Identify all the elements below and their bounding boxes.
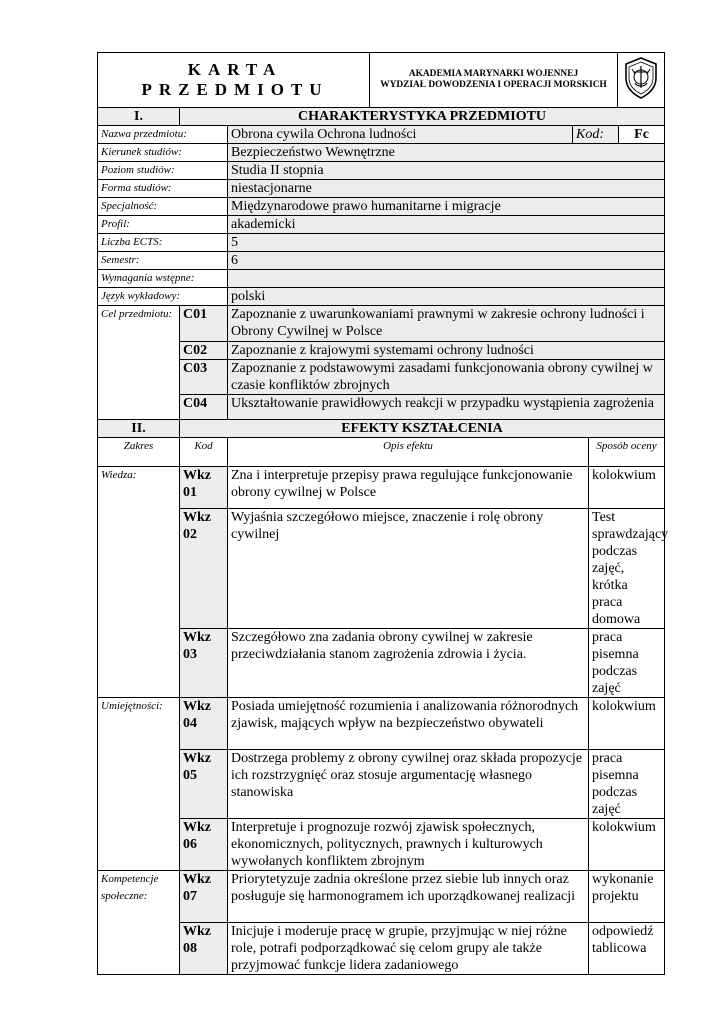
outcome-description: Szczegółowo zna zadania obrony cywilnej w zakresie przeciwdziałania stanom zagrożenia zdrowia i życia. xyxy=(228,629,589,698)
section-1-number: I. xyxy=(98,108,180,126)
outcome-code: Wkz 01 xyxy=(180,467,228,509)
section-characteristics xyxy=(97,107,665,431)
field-label: Język wykładowy: xyxy=(98,288,228,306)
field-label: Profil: xyxy=(98,216,228,234)
outcome-description: Wyjaśnia szczegółowo miejsce, znaczenie i rolę obrony cywilnej xyxy=(228,509,589,629)
outcome-description: Dostrzega problemy z obrony cywilnej oraz składa propozycje ich rozstrzygnięć oraz stosuje argumentację własnego stanowiska xyxy=(228,750,589,819)
institution-line-1: AKADEMIA MARYNARKI WOJENNEJ xyxy=(408,69,579,79)
field-label: Wymagania wstępne: xyxy=(98,270,228,288)
group-label-skills: Umiejętności: xyxy=(98,698,180,871)
header-assessment: Sposób oceny xyxy=(589,438,665,467)
group-label-social-competences: Kompetencje społeczne: xyxy=(98,871,180,975)
outcome-description: Posiada umiejętność rozumienia i analizowania różnorodnych zjawisk, mających wpływ na bezpieczeństwo obywateli xyxy=(228,698,589,750)
field-value: akademicki xyxy=(228,216,665,234)
field-value: Studia II stopnia xyxy=(228,162,665,180)
outcome-assessment: kolokwium xyxy=(589,819,665,871)
field-value: Międzynarodowe prawo humanitarne i migracje xyxy=(228,198,665,216)
goal-text: Ukształtowanie prawidłowych reakcji w przypadku wystąpienia zagrożenia xyxy=(228,395,665,431)
outcome-assessment: wykonanie projektu xyxy=(589,871,665,923)
outcome-assessment: Test sprawdzający podczas zajęć, krótka praca domowa xyxy=(589,509,665,629)
field-label: Poziom studiów: xyxy=(98,162,228,180)
goal-code: C02 xyxy=(180,342,228,360)
institution-line-2: WYDZIAŁ DOWODZENIA I OPERACJI MORSKICH xyxy=(380,80,607,90)
outcome-assessment: kolokwium xyxy=(589,698,665,750)
field-value-subject-name: Obrona cywila Ochrona ludności xyxy=(228,126,573,144)
field-value: Bezpieczeństwo Wewnętrzne xyxy=(228,144,665,162)
outcome-code: Wkz 03 xyxy=(180,629,228,698)
field-label: Specjalność: xyxy=(98,198,228,216)
field-value: polski xyxy=(228,288,665,306)
goal-code: C03 xyxy=(180,360,228,395)
document-title: KARTA PRZEDMIOTU xyxy=(98,53,370,108)
section-2-title: EFEKTY KSZTAŁCENIA xyxy=(180,420,665,438)
section-learning-outcomes xyxy=(97,419,669,975)
field-value: 6 xyxy=(228,252,665,270)
field-value xyxy=(228,270,665,288)
field-label: Semestr: xyxy=(98,252,228,270)
header-scope: Zakres xyxy=(98,438,180,467)
goal-text: Zapoznanie z uwarunkowaniami prawnymi w zakresie ochrony ludności i Obrony Cywilnej w Polsce xyxy=(228,306,665,342)
field-label: Liczba ECTS: xyxy=(98,234,228,252)
group-label-knowledge: Wiedza: xyxy=(98,467,180,698)
outcome-code: Wkz 05 xyxy=(180,750,228,819)
header-code: Kod xyxy=(180,438,228,467)
section-1-title: CHARAKTERYSTYKA PRZEDMIOTU xyxy=(180,108,665,126)
code-label: Kod: xyxy=(573,126,619,144)
header-description: Opis efektu xyxy=(228,438,589,467)
code-value: Fc xyxy=(619,126,665,144)
outcome-description: Inicjuje i moderuje pracę w grupie, przyjmując w niej różne role, potrafi podporządkować się celom grupy ale także przyjmować funkcje lidera zadaniowego xyxy=(228,923,589,975)
academy-emblem-icon xyxy=(618,53,665,108)
emblem-graphic xyxy=(622,56,660,100)
outcome-description: Interpretuje i prognozuje rozwój zjawisk społecznych, ekonomicznych, politycznych, prawnych i kulturowych wywołanych konfliktem zbrojnym xyxy=(228,819,589,871)
outcome-code: Wkz 04 xyxy=(180,698,228,750)
goal-code: C04 xyxy=(180,395,228,431)
outcome-code: Wkz 06 xyxy=(180,819,228,871)
section-2-number: II. xyxy=(98,420,180,438)
outcome-code: Wkz 07 xyxy=(180,871,228,923)
outcome-description: Priorytetyzuje zadnia określone przez siebie lub innych oraz posługuje się harmonogramem ich uporządkowanej realizacji xyxy=(228,871,589,923)
goal-text: Zapoznanie z krajowymi systemami ochrony ludności xyxy=(228,342,665,360)
document-header xyxy=(97,52,665,108)
outcome-assessment: kolokwium xyxy=(589,467,665,509)
field-label: Kierunek studiów: xyxy=(98,144,228,162)
outcome-code: Wkz 02 xyxy=(180,509,228,629)
outcome-code: Wkz 08 xyxy=(180,923,228,975)
outcome-assessment: praca pisemna podczas zajęć xyxy=(589,750,665,819)
field-label: Nazwa przedmiotu: xyxy=(98,126,228,144)
goal-text: Zapoznanie z podstawowymi zasadami funkcjonowania obrony cywilnej w czasie konfliktów zbrojnych xyxy=(228,360,665,395)
field-value: 5 xyxy=(228,234,665,252)
field-value: niestacjonarne xyxy=(228,180,665,198)
outcome-description: Zna i interpretuje przepisy prawa regulujące funkcjonowanie obrony cywilnej w Polsce xyxy=(228,467,589,509)
outcome-assessment: odpowiedź tablicowa xyxy=(589,923,665,975)
institution-name xyxy=(370,53,618,108)
goals-label: Cel przedmiotu: xyxy=(98,306,180,431)
outcome-assessment: praca pisemna podczas zajęć xyxy=(589,629,665,698)
field-label: Forma studiów: xyxy=(98,180,228,198)
goal-code: C01 xyxy=(180,306,228,342)
